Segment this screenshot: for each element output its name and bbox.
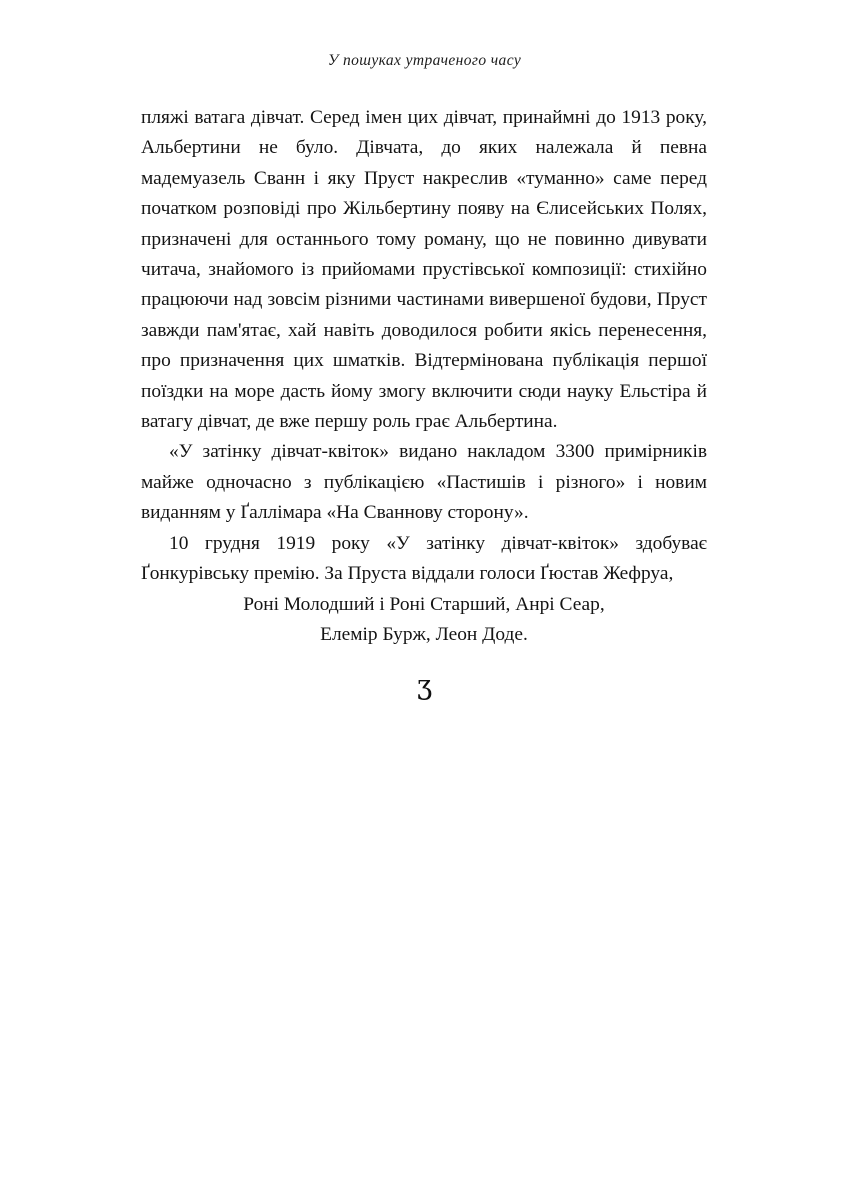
paragraph-print-run: «У затінку дівчат-квіток» видано накладом 3300 примірників майже одночасно з публікацією «Пастишів і різного» і новим виданням у Ґаллімара «На Сваннову сторону». (141, 441, 707, 524)
paragraph-jury-line-2: Елемір Бурж, Леон Доде. (320, 623, 528, 645)
ornament-glyph: ʒ (416, 670, 433, 701)
paragraph-goncourt-prize: 10 грудня 1919 року «У затінку дівчат-квіток» здобуває Ґонкурівську премію. За Пруста віддали голоси Ґюстав Жефруа, (141, 532, 707, 585)
running-head: У пошуках утраченого часу (327, 52, 522, 69)
body-text (141, 103, 707, 650)
paragraph-continued: пляжі ватага дівчат. Серед імен цих дівчат, принаймні до 1913 року, Альбертини не було. Дівчата, до яких належала й певна мадемуазель Сванн і яку Пруст накреслив «туманно» саме перед початком розповіді про Жільбертину появу на Єлисейських Полях, призначені для останнього тому роману, що не повинно дивувати читача, знайомого із прийомами прустівської композиції: стихійно працюючи над зовсім різними частинами вивершеної будови, Пруст завжди пам'ятає, хай навіть доводилося робити якісь перенесення, про призначення цих шматків. Відтермінована публікація першої поїздки на море дасть йому змогу включити сюди науку Ельстіра й ватагу дівчат, де вже першу роль грає Альбертина. (141, 107, 707, 433)
section-ornament (0, 672, 849, 699)
paragraph-jury-line-1: Роні Молодший і Роні Старший, Анрі Сеар, (243, 593, 605, 615)
